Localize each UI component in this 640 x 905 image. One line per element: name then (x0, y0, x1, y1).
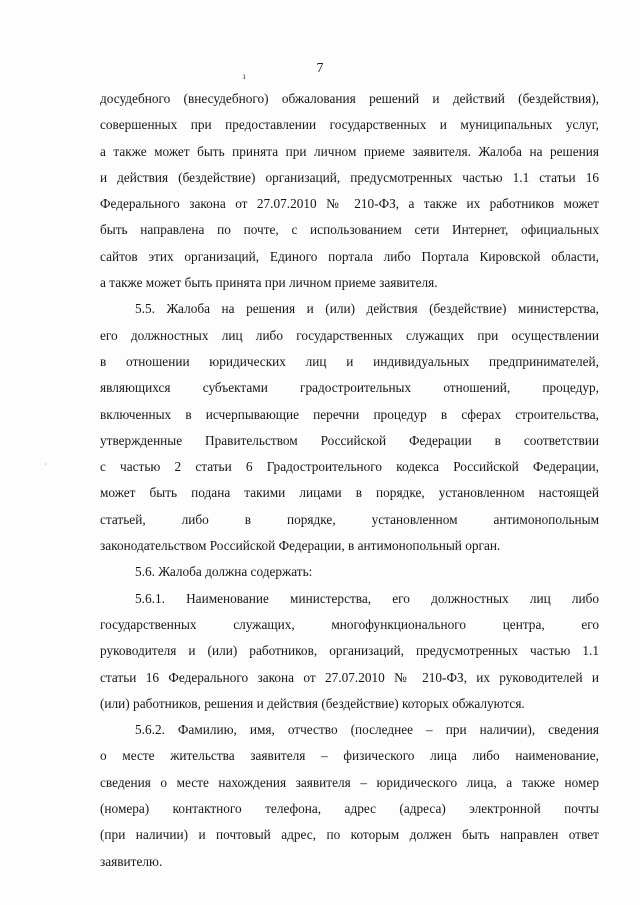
text-line: государственных служащих, многофункционального центра, его (100, 616, 599, 632)
body-text (100, 86, 599, 875)
text-line: заявителю. (100, 853, 163, 869)
paragraph-first-line: 5.6.1. Наименование министерства, его должностных лиц либо (135, 590, 599, 606)
page-number: 7 (316, 60, 324, 75)
text-line: а также может быть принята при личном приеме заявителя. (100, 275, 438, 291)
text-line: статьей, либо в порядке, установленном антимонопольным (100, 511, 599, 527)
text-line: совершенных при предоставлении государственных и муниципальных услуг, (100, 117, 599, 133)
text-line: сведения о месте нахождения заявителя – юридического лица, а также номер (100, 774, 599, 790)
text-line: руководителя и (или) работников, организаций, предусмотренных частью 1.1 (100, 643, 599, 659)
text-line: а также может быть принята при личном приеме заявителя. Жалоба на решения (100, 143, 599, 159)
text-line: (или) работников, решения и действия (бездействие) которых обжалуются. (100, 695, 525, 711)
text-line: Федерального закона от 27.07.2010 № 210-ФЗ, а также их работников может (100, 196, 599, 212)
text-line: (при наличии) и почтовый адрес, по которым должен быть направлен ответ (100, 827, 599, 843)
text-line: утвержденные Правительством Российской Федерации в соответствии (100, 432, 599, 448)
text-line: являющихся субъектами градостроительных отношений, процедур, (100, 380, 599, 396)
text-line: статьи 16 Федерального закона от 27.07.2010 № 210-ФЗ, их руководителей и (100, 669, 599, 685)
text-line: законодательством Российской Федерации, в антимонопольный орган. (100, 538, 501, 554)
text-line: и действия (бездействие) организаций, предусмотренных частью 1.1 статьи 16 (100, 169, 599, 185)
text-line: о месте жительства заявителя – физического лица либо наименование, (100, 748, 599, 764)
text-line: сайтов этих организаций, Единого портала либо Портала Кировской области, (100, 248, 599, 264)
paragraph-first-line: 5.6. Жалоба должна содержать: (135, 564, 313, 580)
text-line: с частью 2 статьи 6 Градостроительного кодекса Российской Федерации, (100, 459, 599, 475)
text-line: в отношении юридических лиц и индивидуальных предпринимателей, (100, 353, 599, 369)
paragraph-first-line: 5.5. Жалоба на решения и (или) действия (бездействие) министерства, (135, 301, 599, 317)
text-line: досудебного (внесудебного) обжалования решений и действий (бездействия), (100, 91, 599, 106)
text-line: включенных в исчерпывающие перечни процедур в сферах строительства, (100, 406, 599, 422)
text-line: быть направлена по почте, с использованием сети Интернет, официальных (100, 222, 599, 238)
scan-artifact-dot: · (44, 460, 47, 469)
text-line: его должностных лиц либо государственных служащих при осуществлении (100, 327, 599, 343)
paragraph-first-line: 5.6.2. Фамилию, имя, отчество (последнее – при наличии), сведения (135, 722, 599, 738)
text-line: может быть подана такими лицами в порядке, установленном настоящей (100, 485, 599, 501)
text-line: (номера) контактного телефона, адрес (адреса) электронной почты (100, 801, 599, 817)
scan-artifact-mark: ı (243, 71, 246, 81)
